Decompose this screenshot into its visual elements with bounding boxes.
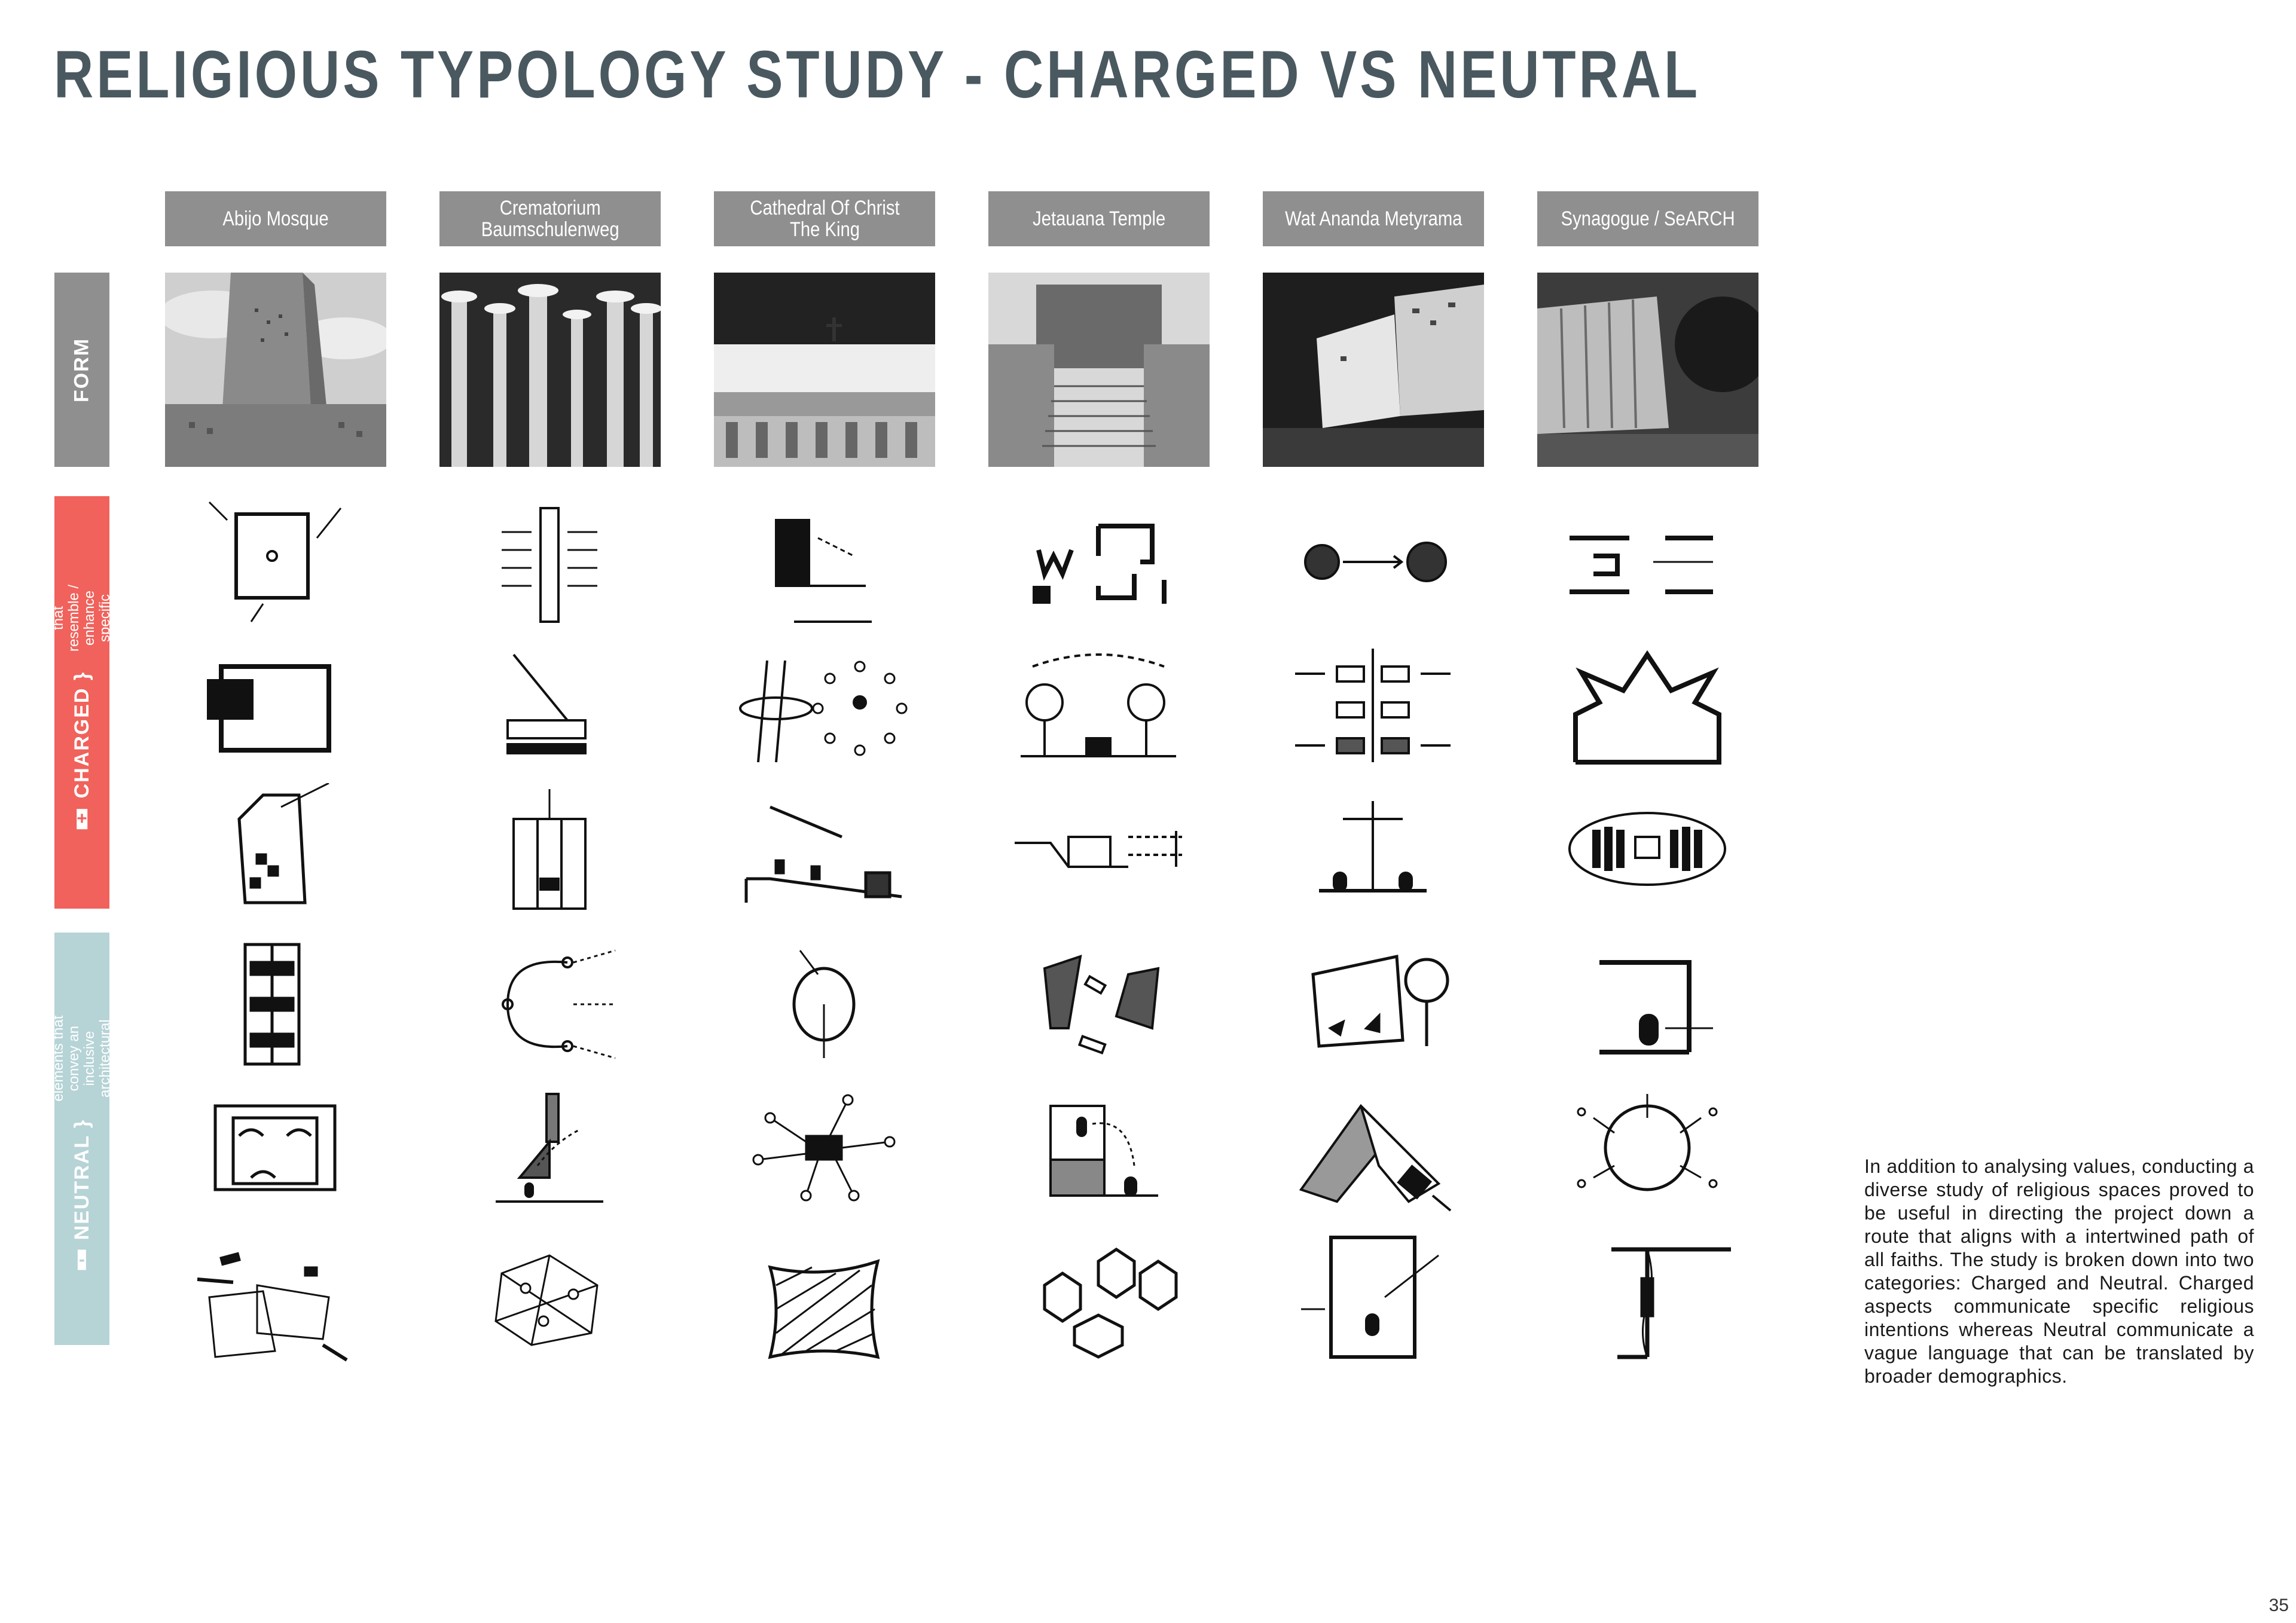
sketch-crematorium-neutral-3	[460, 1231, 639, 1363]
column-header-wat-ananda: Wat Ananda Metyrama	[1263, 191, 1484, 246]
sketch-synagogue-neutral-1	[1558, 939, 1737, 1070]
sketch-wat-neutral-1	[1283, 939, 1463, 1070]
sketch-jetauana-charged-3	[1009, 783, 1188, 915]
row-label-charged: + CHARGED } (Exclusive elements that resemble / enhance specific religious values)	[54, 496, 109, 909]
column-header-abijo-mosque: Abijo Mosque	[165, 191, 386, 246]
column-header-synagogue: Synagogue / SeARCH	[1537, 191, 1758, 246]
sketch-wat-charged-2	[1283, 643, 1463, 774]
sketch-mosque-neutral-1	[185, 939, 365, 1070]
row-label-neutral: - NEUTRAL } (Generic elements that convey an inclusive architectural language)	[54, 933, 109, 1345]
sketch-mosque-neutral-3	[185, 1231, 365, 1363]
sketch-cathedral-charged-1	[734, 496, 914, 628]
sketch-jetauana-neutral-2	[1009, 1082, 1188, 1214]
sketch-mosque-charged-1	[185, 496, 365, 628]
photo-jetauana-temple	[988, 273, 1210, 467]
sketch-jetauana-neutral-1	[1009, 939, 1188, 1070]
sketch-mosque-charged-2	[185, 643, 365, 774]
minus-icon: -	[78, 1249, 86, 1270]
page-title: RELIGIOUS TYPOLOGY STUDY - CHARGED VS NEUTRAL	[54, 37, 1701, 112]
sketch-jetauana-neutral-3	[1009, 1231, 1188, 1363]
sketch-cathedral-charged-3	[734, 783, 914, 915]
sketch-wat-neutral-2	[1283, 1082, 1463, 1214]
photo-abijo-mosque	[165, 273, 386, 467]
photo-crematorium	[439, 273, 661, 467]
sketch-synagogue-charged-1	[1558, 496, 1737, 628]
sketch-cathedral-neutral-3	[734, 1231, 914, 1363]
sketch-cathedral-neutral-1	[734, 939, 914, 1070]
sketch-synagogue-neutral-2	[1558, 1082, 1737, 1214]
row-label-form: FORM	[54, 273, 109, 467]
sketch-synagogue-charged-2	[1558, 643, 1737, 774]
photo-wat-ananda	[1263, 273, 1484, 467]
column-header-cathedral: Cathedral Of Christ The King	[714, 191, 935, 246]
plus-icon: +	[77, 809, 87, 829]
sketch-wat-charged-3	[1283, 783, 1463, 915]
photo-cathedral	[714, 273, 935, 467]
sketch-mosque-neutral-2	[185, 1082, 365, 1214]
sketch-synagogue-charged-3	[1558, 783, 1737, 915]
sketch-wat-charged-1	[1283, 496, 1463, 628]
sketch-cathedral-charged-2	[734, 643, 914, 774]
sketch-crematorium-charged-2	[460, 643, 639, 774]
sketch-jetauana-charged-2	[1009, 643, 1188, 774]
sketch-synagogue-neutral-3	[1558, 1231, 1737, 1363]
sketch-crematorium-charged-1	[460, 496, 639, 628]
page-number: 35	[2268, 1596, 2289, 1615]
sketch-crematorium-neutral-2	[460, 1082, 639, 1214]
column-header-jetauana-temple: Jetauana Temple	[988, 191, 1210, 246]
sketch-cathedral-neutral-2	[734, 1082, 914, 1214]
sketch-crematorium-charged-3	[460, 783, 639, 915]
sketch-crematorium-neutral-1	[460, 939, 639, 1070]
photo-synagogue	[1537, 273, 1758, 467]
sketch-mosque-charged-3	[185, 783, 365, 915]
sketch-wat-neutral-3	[1283, 1231, 1463, 1363]
description-text: In addition to analysing values, conducting a diverse study of religious spaces proved to be useful in directing the project down a route that aligns with a intertwined path of all faiths. The study is broken down into two categories: Charged and Neutral. Charged aspects communicate specific religious intentions whereas Neutral communicate a vague language that can be translated by broader demographics.	[1864, 1156, 2254, 1387]
column-header-crematorium: Crematorium Baumschulenweg	[439, 191, 661, 246]
sketch-jetauana-charged-1	[1009, 496, 1188, 628]
